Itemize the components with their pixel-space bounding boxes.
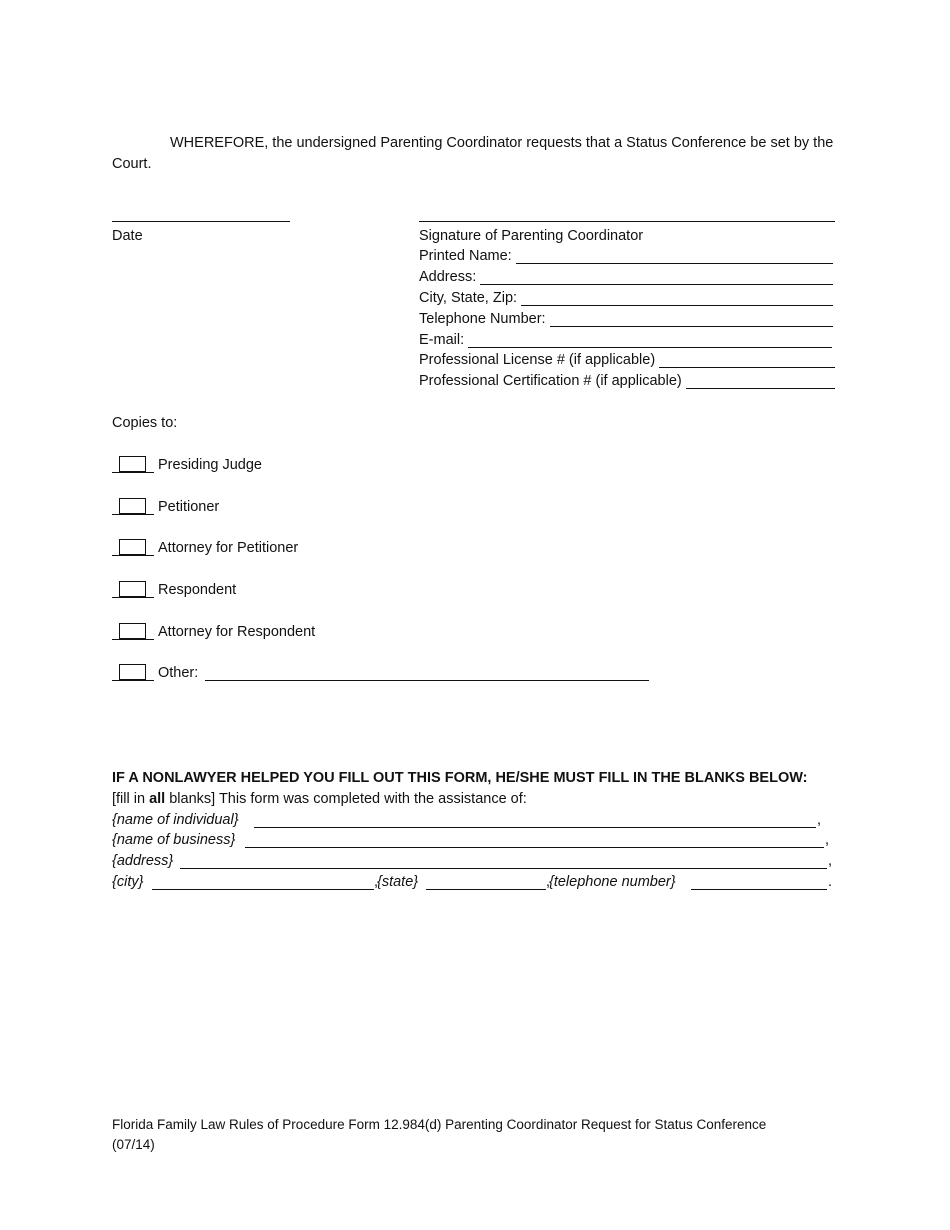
- presiding-judge-checkbox[interactable]: [119, 456, 146, 472]
- nonlawyer-intro: [fill in all blanks] This form was completed with the assistance of:: [112, 791, 527, 807]
- copies-heading: Copies to:: [112, 415, 178, 431]
- printed-name-field[interactable]: [419, 248, 835, 269]
- footer-form-date: (07/14): [112, 1137, 155, 1152]
- footer-form-title: Florida Family Law Rules of Procedure Form 12.984(d) Parenting Coordinator Request for Status Conference: [112, 1117, 767, 1132]
- state-nl-label: {state}: [377, 874, 419, 890]
- other-input-line[interactable]: [205, 680, 649, 681]
- nonlawyer-heading: IF A NONLAWYER HELPED YOU FILL OUT THIS FORM, HE/SHE MUST FILL IN THE BLANKS BELOW:: [112, 770, 808, 786]
- date-label: Date: [112, 228, 143, 244]
- name-business-row: {name of business} ,: [112, 832, 830, 848]
- address-row: {address} ,: [112, 853, 833, 869]
- petitioner-label: Petitioner: [158, 499, 220, 515]
- printed-name-label: Printed Name:: [419, 248, 516, 264]
- city-nl-label: {city}: [112, 874, 144, 890]
- other-label: Other:: [158, 665, 199, 681]
- name-individual-line[interactable]: [254, 827, 816, 828]
- other-checkbox[interactable]: [119, 664, 146, 680]
- date-line[interactable]: [112, 221, 290, 222]
- attorney-petitioner-checkbox[interactable]: [119, 539, 146, 555]
- signature-label: Signature of Parenting Coordinator: [419, 228, 644, 244]
- respondent-label: Respondent: [158, 582, 237, 598]
- certification-field[interactable]: [419, 373, 835, 394]
- address-nl-line[interactable]: [180, 868, 827, 869]
- city-state-zip-field[interactable]: [419, 290, 835, 311]
- attorney-respondent-label: Attorney for Respondent: [158, 624, 316, 640]
- copy-other: [112, 664, 652, 686]
- address-field[interactable]: [419, 269, 835, 290]
- respondent-checkbox[interactable]: [119, 581, 146, 597]
- telephone-label: Telephone Number:: [419, 311, 550, 327]
- address-nl-label: {address}: [112, 853, 174, 869]
- wherefore-paragraph: WHEREFORE, the undersigned Parenting Coordinator requests that a Status Conference be set by the Court.: [112, 135, 834, 172]
- certification-label: Professional Certification # (if applicable): [419, 373, 686, 389]
- signature-line[interactable]: [419, 221, 835, 222]
- license-field[interactable]: [419, 352, 835, 373]
- attorney-respondent-checkbox[interactable]: [119, 623, 146, 639]
- name-individual-row: {name of individual} ,: [112, 812, 822, 828]
- email-field[interactable]: [419, 332, 835, 353]
- telephone-field[interactable]: [419, 311, 835, 332]
- petitioner-checkbox[interactable]: [119, 498, 146, 514]
- name-business-line[interactable]: [245, 847, 824, 848]
- name-individual-label: {name of individual}: [112, 812, 239, 828]
- name-business-label: {name of business}: [112, 832, 236, 848]
- city-state-phone-row: {city} , {state} , {telephone number} .: [112, 874, 833, 890]
- address-label: Address:: [419, 269, 480, 285]
- city-state-zip-label: City, State, Zip:: [419, 290, 521, 306]
- city-nl-line[interactable]: [152, 889, 374, 890]
- license-label: Professional License # (if applicable): [419, 352, 659, 368]
- attorney-petitioner-label: Attorney for Petitioner: [158, 540, 299, 556]
- telephone-nl-line[interactable]: [691, 889, 827, 890]
- telephone-nl-label: {telephone number}: [549, 874, 676, 890]
- email-label: E-mail:: [419, 332, 468, 348]
- presiding-judge-label: Presiding Judge: [158, 457, 262, 473]
- state-nl-line[interactable]: [426, 889, 546, 890]
